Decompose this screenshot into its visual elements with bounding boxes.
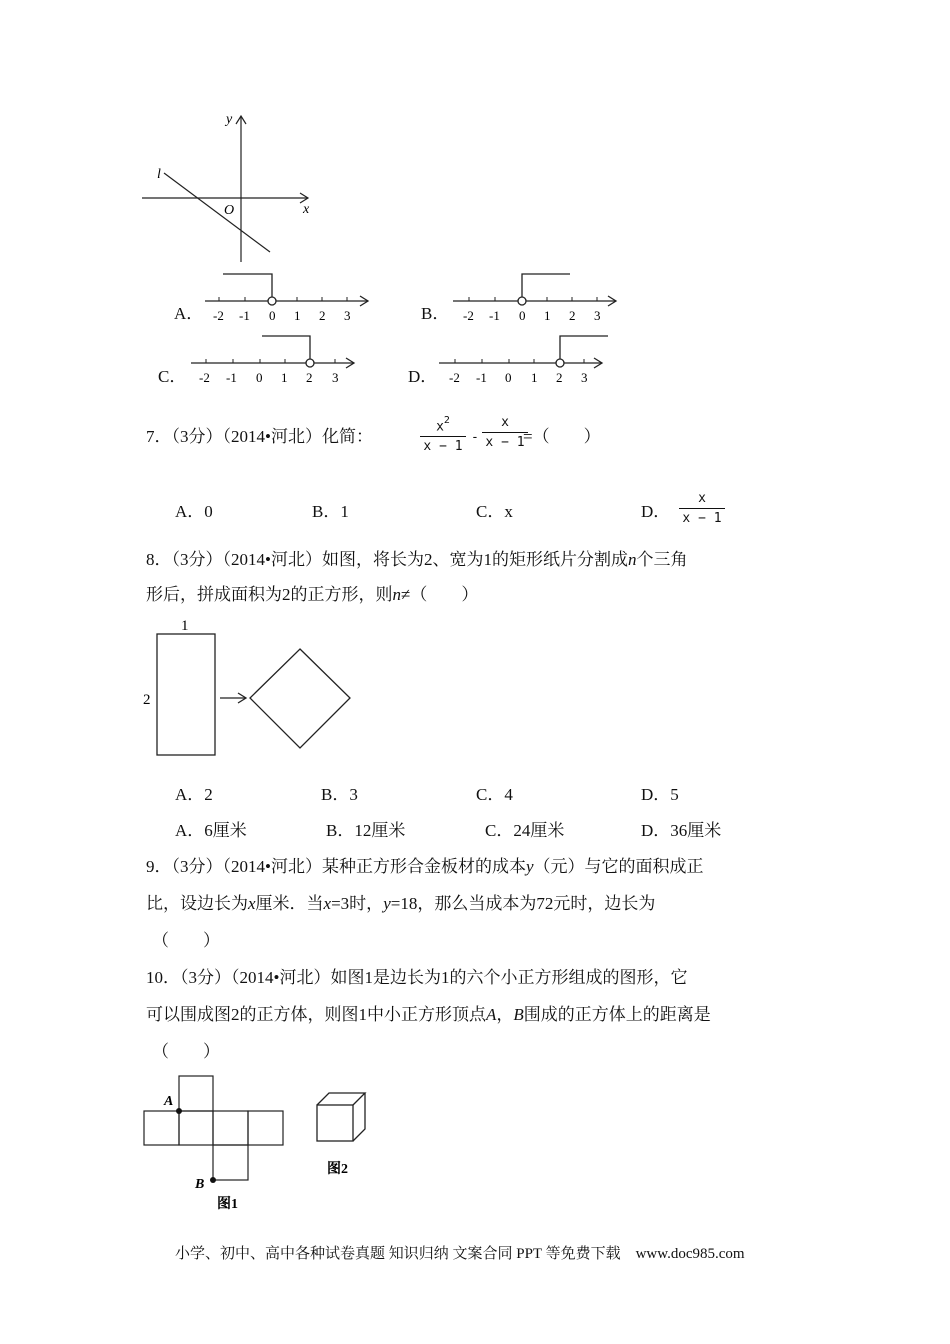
q9-option-a[interactable]: A．6厘米 — [175, 821, 247, 840]
rect-width-label: 1 — [181, 618, 189, 634]
line-l — [164, 173, 270, 252]
q6-option-d-letter[interactable]: D． — [408, 367, 438, 386]
q7-option-a[interactable]: A．0 — [175, 502, 213, 521]
q10-stem-line2: 可以围成图2的正方体，则图1中小正方形顶点A，B围成的正方体上的距离是 — [146, 1005, 711, 1024]
q8-option-c[interactable]: C．4 — [476, 785, 513, 804]
q7-tail: =（ ） — [523, 427, 601, 446]
q8-stem-line1: 8．（3分）（2014•河北）如图，将长为2、宽为1的矩形纸片分割成n个三角 — [146, 550, 688, 569]
q6-option-a-number-line — [200, 268, 375, 324]
svg-text:3: 3 — [344, 308, 351, 323]
q7-option-d-fraction: x x − 1 — [679, 490, 725, 527]
q6-option-c-letter[interactable]: C． — [158, 367, 187, 386]
svg-text:0: 0 — [269, 308, 276, 323]
q10-stem-line1: 10．（3分）（2014•河北）如图1是边长为1的六个小正方形组成的图形，它 — [146, 968, 688, 987]
q6-option-b-letter[interactable]: B． — [421, 304, 450, 323]
rect-height-label: 2 — [143, 692, 151, 708]
q7-fraction-1 — [420, 414, 466, 455]
q9-option-c[interactable]: C．24厘米 — [485, 821, 565, 840]
q9-stem-line3: （ ） — [152, 931, 220, 950]
point-b — [210, 1177, 216, 1183]
q7-option-c[interactable]: C．x — [476, 502, 513, 521]
q6-option-c-number-line — [186, 330, 361, 386]
figure-1-caption: 图1 — [217, 1197, 238, 1212]
svg-text:3: 3 — [332, 370, 339, 385]
page-footer[interactable]: 小学、初中、高中各种试卷真题 知识归纳 文案合同 PPT 等免费下载 www.doc985.com — [175, 1246, 745, 1262]
svg-text:3: 3 — [581, 370, 588, 385]
svg-text:1: 1 — [281, 370, 288, 385]
svg-text:0: 0 — [519, 308, 526, 323]
q7-frac2-numerator: x — [501, 415, 509, 430]
q6-option-b-number-line — [448, 268, 623, 324]
svg-text:-1: -1 — [476, 370, 487, 385]
q9-stem-line1: 9．（3分）（2014•河北）某种正方形合金板材的成本y（元）与它的面积成正 — [146, 857, 704, 876]
svg-text:1: 1 — [294, 308, 301, 323]
q7-minus: - — [471, 430, 479, 445]
svg-text:-1: -1 — [226, 370, 237, 385]
q6-option-d-number-line — [434, 330, 614, 386]
x-axis-label: x — [303, 202, 310, 217]
q7-frac1-denominator: x − 1 — [423, 439, 463, 455]
origin-label: O — [224, 203, 235, 218]
svg-text:0: 0 — [256, 370, 263, 385]
figure-2-caption: 图2 — [327, 1162, 348, 1177]
q7-option-d-letter[interactable]: D． — [641, 502, 671, 521]
svg-text:-2: -2 — [449, 370, 460, 385]
q9-option-d[interactable]: D．36厘米 — [641, 821, 722, 840]
y-axis-label: y — [226, 112, 233, 127]
svg-text:2: 2 — [306, 370, 313, 385]
q7-fraction-2 — [482, 414, 528, 451]
point-a — [176, 1108, 182, 1114]
rectangle-shape — [157, 634, 215, 755]
svg-text:2: 2 — [319, 308, 326, 323]
svg-text:2: 2 — [556, 370, 563, 385]
svg-text:2: 2 — [569, 308, 576, 323]
point-a-label: A — [164, 1094, 174, 1109]
svg-text:-1: -1 — [489, 308, 500, 323]
svg-text:-2: -2 — [213, 308, 224, 323]
q6-option-a-letter[interactable]: A． — [174, 304, 204, 323]
svg-text:3: 3 — [594, 308, 601, 323]
line-l-label: l — [157, 167, 161, 182]
q8-option-b[interactable]: B．3 — [321, 785, 358, 804]
q8-stem-line2: 形后，拼成面积为2的正方形，则n≠（ ） — [146, 585, 479, 604]
q9-stem-line2: 比，设边长为x厘米．当x=3时，y=18，那么当成本为72元时，边长为 — [146, 894, 656, 913]
q7-stem: 7．（3分）（2014•河北）化简： — [146, 427, 373, 446]
q10-figure-2-cube — [310, 1088, 380, 1183]
q8-option-d[interactable]: D．5 — [641, 785, 679, 804]
q7-option-b[interactable]: B．1 — [312, 502, 349, 521]
q9-option-b[interactable]: B．12厘米 — [326, 821, 406, 840]
svg-text:-2: -2 — [463, 308, 474, 323]
q10-stem-line3: （ ） — [152, 1042, 220, 1061]
q10-figure-1-cube-net — [138, 1070, 298, 1215]
svg-text:-1: -1 — [239, 308, 250, 323]
coordinate-graph — [140, 110, 330, 270]
q8-option-a[interactable]: A．2 — [175, 785, 213, 804]
point-b-label: B — [195, 1177, 205, 1192]
svg-text:1: 1 — [544, 308, 551, 323]
square-diamond-shape — [250, 649, 350, 748]
svg-text:-2: -2 — [199, 370, 210, 385]
q7-frac2-denominator: x − 1 — [485, 435, 525, 450]
q7-frac1-numerator: $x^2$ — [436, 415, 450, 435]
q8-figure — [140, 614, 360, 759]
svg-text:0: 0 — [505, 370, 512, 385]
svg-text:1: 1 — [531, 370, 538, 385]
